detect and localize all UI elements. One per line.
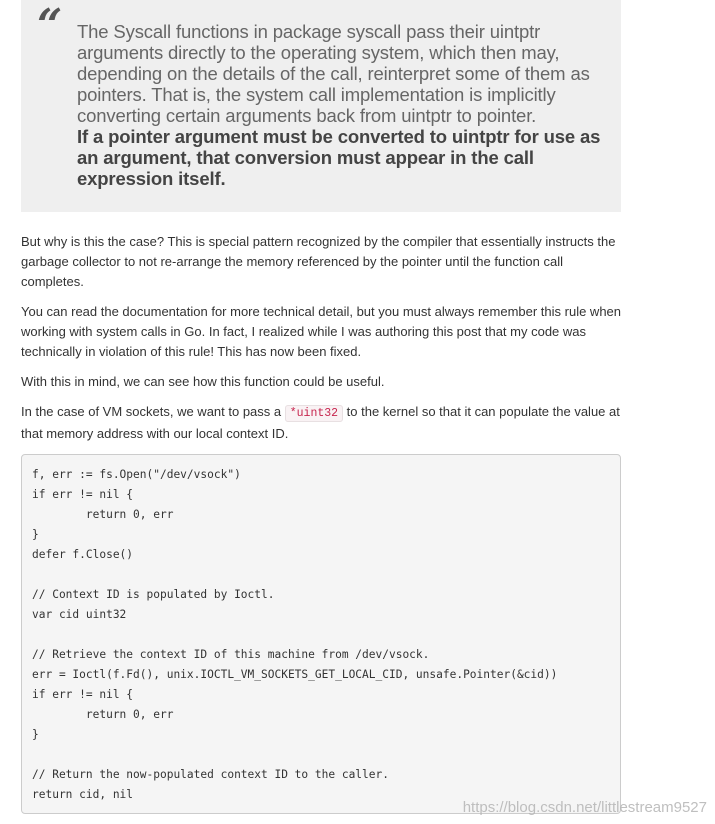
quote-strong: If a pointer argument must be converted to uintptr for use as an argument, that conversion must appear in the call expression itself.	[77, 126, 601, 189]
paragraph-1: But why is this the case? This is special pattern recognized by the compiler that essentially instructs the garbage collector to not re-arrange the memory referenced by the pointer until the function call completes.	[21, 234, 616, 289]
quote-body: The Syscall functions in package syscall pass their uintptr arguments directly to the operating system, which then may, depending on the details of the call, reinterpret some of them as pointers. That is, the system call implementation is implicitly converting certain arguments back from uintptr to pointer.	[77, 21, 590, 126]
paragraph-2: You can read the documentation for more technical detail, but you must always remember this rule when working with system calls in Go. In fact, I realized while I was authoring this post that my code was technically in violation of this rule! This has now been fixed.	[21, 304, 622, 359]
article-body	[21, 232, 626, 454]
paragraph-4-after: to the kernel so that it can populate the value at that memory address with our local context ID.	[21, 404, 620, 441]
watermark: https://blog.csdn.net/littlestream9527	[462, 799, 707, 816]
code-block[interactable]	[21, 454, 621, 814]
paragraph-3: With this in mind, we can see how this function could be useful.	[21, 374, 385, 389]
code-content[interactable]: f, err := fs.Open("/dev/vsock") if err != nil { return 0, err } defer f.Close() // Context ID is populated by Ioctl. var cid uint32 // Retrieve the context ID of this machine from /dev/vsock. err = Ioctl(f.Fd(), unix.IOCTL_VM_SOCKETS_GET_LOCAL_CID, unsafe.Pointer(&cid)) if err != nil { return 0, err } // Return the now-populated context ID to the caller. return cid, nil	[32, 468, 558, 801]
paragraph-4-before: In the case of VM sockets, we want to pass a	[21, 404, 285, 419]
quote-text	[77, 21, 607, 189]
paragraph-4	[21, 402, 626, 444]
quote-mark-icon: “	[37, 0, 63, 51]
blockquote	[21, 0, 621, 212]
inline-code-uint32: *uint32	[285, 405, 343, 422]
